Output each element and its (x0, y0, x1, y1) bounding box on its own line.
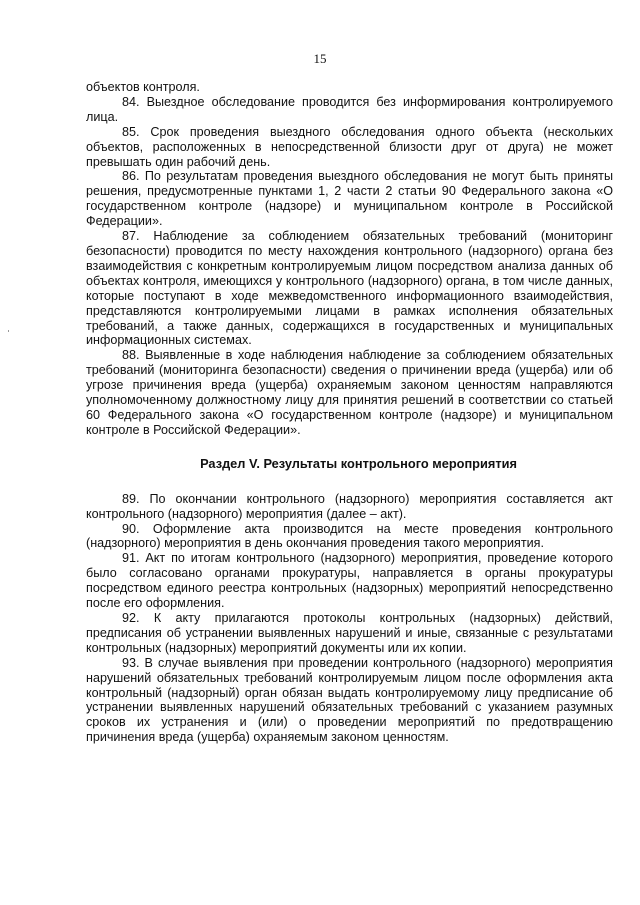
paragraph-84: 84. Выездное обследование проводится без информирования контролируемого лица. (86, 94, 613, 124)
paragraph-89: 89. По окончании контрольного (надзорного) мероприятия составляется акт контрольного (надзорного) мероприятия (далее – акт). (86, 491, 613, 521)
paragraph-90: 90. Оформление акта производится на месте проведения контрольного (надзорного) мероприятия в день окончания проведения такого мероприятия. (86, 521, 613, 551)
page-number: 15 (313, 51, 327, 66)
paragraph-93: 93. В случае выявления при проведении контрольного (надзорного) мероприятия нарушений обязательных требований контролируемым лицом после оформления акта контрольный (надзорный) орган обязан выдать контролируемому лицу предписание об устранении выявленных нарушений обязательных требований с указанием разумных сроков их устранения и (или) о проведении мероприятий по предотвращению причинения вреда (ущерба) охраняемым законом ценностям. (86, 655, 613, 745)
paragraph-91: 91. Акт по итогам контрольного (надзорного) мероприятия, проведение которого было согласовано органами прокуратуры, направляется в органы прокуратуры посредством единого реестра контрольных (надзорных) мероприятий непосредственно после его оформления. (86, 551, 613, 611)
paragraph-86: 86. По результатам проведения выездного обследования не могут быть приняты решения, предусмотренные пунктами 1, 2 части 2 статьи 90 Федерального закона «О государственном контроле (надзоре) и муниципальном контроле в Российской Федерации». (86, 169, 613, 229)
paragraph-88: 88. Выявленные в ходе наблюдения наблюдение за соблюдением обязательных требований (мониторинга безопасности) сведения о причинении вреда (ущерба) или об угрозе причинения вреда (ущерба) охраняемым законом ценностям направляются уполномоченному должностному лицу для принятия решений в соответствии со статьей 60 Федерального закона «О государственном контроле (надзоре) и муниципальном контроле в Российской Федерации». (86, 348, 613, 437)
paragraph-continuation: объектов контроля. (86, 80, 200, 94)
paragraph-92: 92. К акту прилагаются протоколы контрольных (надзорных) действий, предписания об устранении выявленных нарушений и иные, связанные с результатами контрольных (надзорных) мероприятий документы или их копии. (86, 611, 613, 655)
scan-artifact (8, 330, 9, 332)
document-body (86, 80, 613, 745)
section-heading: Раздел V. Результаты контрольного мероприятия (200, 455, 517, 471)
paragraph-87: 87. Наблюдение за соблюдением обязательных требований (мониторинг безопасности) проводится по месту нахождения контрольного (надзорного) органа без взаимодействия с конкретным контролируемым лицом посредством анализа данных об объектах контроля, имеющихся у контрольного (надзорного) органа, в том числе данных, которые поступают в ходе межведомственного информационного взаимодействия, представляются контролируемыми лицами в рамках исполнения обязательных требований, а также данных, содержащихся в государственных и муниципальных информационных системах. (86, 229, 613, 348)
paragraph-85: 85. Срок проведения выездного обследования одного объекта (нескольких объектов, расположенных в непосредственной близости друг от друга) не может превышать один рабочий день. (86, 124, 613, 169)
